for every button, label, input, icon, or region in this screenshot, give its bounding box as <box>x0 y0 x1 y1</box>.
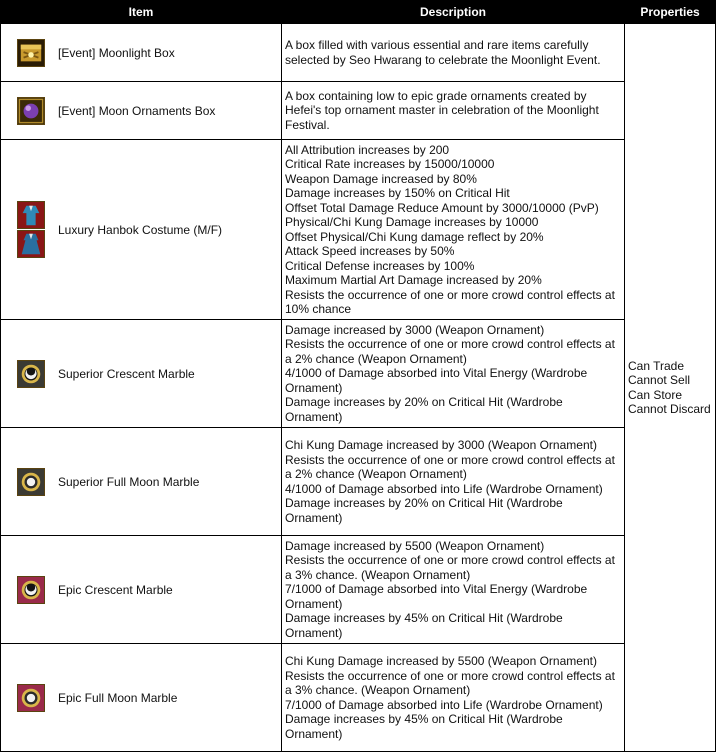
description-line: Offset Physical/Chi Kung damage reflect by 20% <box>285 229 544 244</box>
epic-full-moon-marble-icon <box>17 684 45 712</box>
table-row <box>1 24 716 82</box>
item-description <box>282 320 625 428</box>
description-line: Critical Defense increases by 100% <box>285 258 475 273</box>
item-name: [Event] Moon Ornaments Box <box>58 103 216 118</box>
item-description <box>282 24 625 82</box>
purple-orb-box-icon <box>17 97 45 125</box>
property-cannot-sell: Cannot Sell <box>628 373 691 387</box>
description-line: Damage increases by 20% on Critical Hit (Wardrobe Ornament) <box>285 395 563 424</box>
item-description <box>282 140 625 320</box>
description-line: 7/1000 of Damage absorbed into Life (Wardrobe Ornament) <box>285 697 603 712</box>
item-cell <box>1 428 282 536</box>
description-line: Resists the occurrence of one or more crowd control effects at a 2% chance (Weapon Ornament) <box>285 337 615 366</box>
description-line: Resists the occurrence of one or more crowd control effects at 10% chance <box>285 287 615 316</box>
item-name: Superior Full Moon Marble <box>58 474 200 489</box>
item-description <box>282 644 625 752</box>
description-line: Damage increased by 5500 (Weapon Ornament) <box>285 538 545 553</box>
description-line: All Attribution increases by 200 <box>285 142 450 157</box>
description-line: Resists the occurrence of one or more crowd control effects at a 3% chance. (Weapon Ornament) <box>285 668 615 697</box>
table-row <box>1 140 716 320</box>
description-line: 4/1000 of Damage absorbed into Life (Wardrobe Ornament) <box>285 481 603 496</box>
header-description: Description <box>282 1 625 24</box>
table-row <box>1 644 716 752</box>
item-name: Luxury Hanbok Costume (M/F) <box>58 222 223 237</box>
description-line: Resists the occurrence of one or more crowd control effects at a 3% chance. (Weapon Ornament) <box>285 553 615 582</box>
description-line: Critical Rate increases by 15000/10000 <box>285 157 495 171</box>
description-line: Resists the occurrence of one or more crowd control effects at a 2% chance (Weapon Ornament) <box>285 452 615 481</box>
property-can-trade: Can Trade <box>628 358 685 373</box>
item-cell <box>1 536 282 644</box>
item-description <box>282 536 625 644</box>
description-line: Weapon Damage increased by 80% <box>285 171 477 186</box>
header-properties: Properties <box>625 1 716 24</box>
item-cell <box>1 140 282 320</box>
crescent-marble-icon <box>17 360 45 388</box>
item-cell <box>1 644 282 752</box>
full-moon-marble-icon <box>17 468 45 496</box>
table-row <box>1 536 716 644</box>
description-line: Damage increases by 20% on Critical Hit (Wardrobe Ornament) <box>285 496 563 525</box>
epic-crescent-marble-icon <box>17 576 45 604</box>
description-line: Damage increases by 45% on Critical Hit (Wardrobe Ornament) <box>285 611 563 640</box>
property-cannot-discard: Cannot Discard <box>628 402 711 416</box>
description-line: A box filled with various essential and rare items carefully selected by Seo Hwarang to celebrate the Moonlight Event. <box>285 38 601 67</box>
description-line: Physical/Chi Kung Damage increases by 10000 <box>285 215 539 229</box>
item-name: Epic Crescent Marble <box>58 582 173 597</box>
properties-cell <box>625 24 716 752</box>
gold-box-icon <box>17 39 45 67</box>
description-line: Damage increased by 3000 (Weapon Ornament) <box>285 322 545 337</box>
item-name: Epic Full Moon Marble <box>58 690 178 705</box>
hanbok-costume-icon <box>17 201 45 229</box>
item-name: Superior Crescent Marble <box>58 366 195 381</box>
description-line: Maximum Martial Art Damage increased by 20% <box>285 273 542 287</box>
description-line: Damage increases by 45% on Critical Hit (Wardrobe Ornament) <box>285 712 563 741</box>
item-cell <box>1 24 282 82</box>
description-line: Chi Kung Damage increased by 5500 (Weapon Ornament) <box>285 654 597 668</box>
table-row <box>1 82 716 140</box>
description-line: 7/1000 of Damage absorbed into Vital Energy (Wardrobe Ornament) <box>285 582 588 611</box>
header-row <box>1 1 716 24</box>
header-item: Item <box>1 1 282 24</box>
item-description <box>282 82 625 140</box>
table-row <box>1 320 716 428</box>
property-can-store: Can Store <box>628 387 683 402</box>
hanbok-costume-icon <box>17 230 45 258</box>
description-line: 4/1000 of Damage absorbed into Vital Energy (Wardrobe Ornament) <box>285 366 588 395</box>
description-line: Offset Total Damage Reduce Amount by 3000/10000 (PvP) <box>285 200 599 215</box>
item-cell <box>1 82 282 140</box>
table-row <box>1 428 716 536</box>
description-line: Damage increases by 150% on Critical Hit <box>285 186 510 200</box>
description-line: Chi Kung Damage increased by 3000 (Weapon Ornament) <box>285 438 597 452</box>
description-line: Attack Speed increases by 50% <box>285 244 455 258</box>
item-description <box>282 428 625 536</box>
item-cell <box>1 320 282 428</box>
item-name: [Event] Moonlight Box <box>58 45 175 60</box>
description-line: A box containing low to epic grade ornaments created by Hefei's top ornament master in celebration of the Moonlight Festival. <box>285 88 599 132</box>
